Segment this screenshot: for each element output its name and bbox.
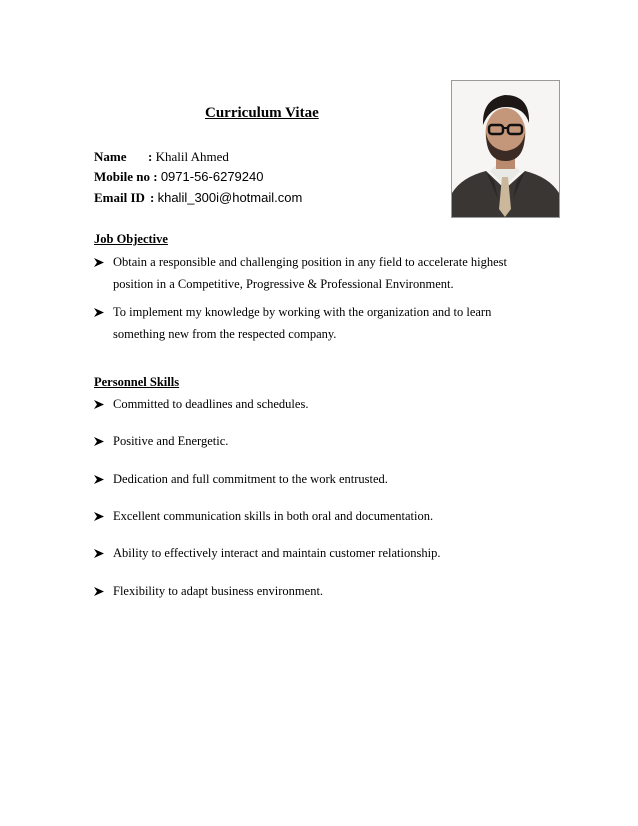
skill-item: Positive and Energetic. bbox=[113, 434, 229, 448]
list-item bbox=[94, 542, 534, 564]
profile-photo bbox=[451, 80, 560, 218]
arrow-bullet-icon bbox=[94, 437, 104, 446]
name-row bbox=[94, 149, 229, 165]
profile-photo-illustration bbox=[452, 81, 559, 217]
email-label: Email ID bbox=[94, 190, 145, 205]
document-title: Curriculum Vitae bbox=[205, 105, 319, 121]
name-value: Khalil Ahmed bbox=[155, 149, 229, 164]
list-item bbox=[94, 430, 534, 452]
arrow-bullet-icon bbox=[94, 512, 104, 521]
mobile-separator: : bbox=[153, 169, 158, 184]
skill-item: Committed to deadlines and schedules. bbox=[113, 397, 309, 411]
list-item bbox=[94, 251, 534, 295]
skill-item: Dedication and full commitment to the work entrusted. bbox=[113, 472, 388, 486]
skill-item: Excellent communication skills in both oral and documentation. bbox=[113, 509, 434, 523]
arrow-bullet-icon bbox=[94, 400, 104, 409]
arrow-bullet-icon bbox=[94, 475, 104, 484]
arrow-bullet-icon bbox=[94, 549, 104, 558]
job-objective-heading: Job Objective bbox=[94, 232, 168, 246]
mobile-value: 0971-56-6279240 bbox=[160, 169, 264, 184]
arrow-bullet-icon bbox=[94, 258, 104, 267]
job-objective-item: To implement my knowledge by working with the organization and to learn something new from the respected company. bbox=[113, 305, 492, 341]
email-separator: : bbox=[150, 190, 155, 205]
skill-item: Flexibility to adapt business environment. bbox=[113, 584, 324, 598]
arrow-bullet-icon bbox=[94, 587, 104, 596]
skill-item: Ability to effectively interact and maintain customer relationship. bbox=[113, 546, 441, 560]
personnel-skills-heading: Personnel Skills bbox=[94, 375, 180, 389]
list-item bbox=[94, 580, 534, 602]
job-objective-item: Obtain a responsible and challenging position in any field to accelerate highest position in a Competitive, Progressive & Professional Environment. bbox=[113, 255, 507, 291]
name-label: Name bbox=[94, 149, 127, 164]
list-item bbox=[94, 468, 534, 490]
arrow-bullet-icon bbox=[94, 308, 104, 317]
list-item bbox=[94, 505, 534, 527]
list-item bbox=[94, 301, 534, 345]
mobile-label: Mobile no bbox=[94, 169, 150, 184]
email-row bbox=[94, 190, 302, 206]
list-item bbox=[94, 393, 534, 415]
mobile-row bbox=[94, 169, 263, 185]
email-value: khalil_300i@hotmail.com bbox=[157, 190, 303, 205]
name-separator: : bbox=[148, 149, 153, 164]
